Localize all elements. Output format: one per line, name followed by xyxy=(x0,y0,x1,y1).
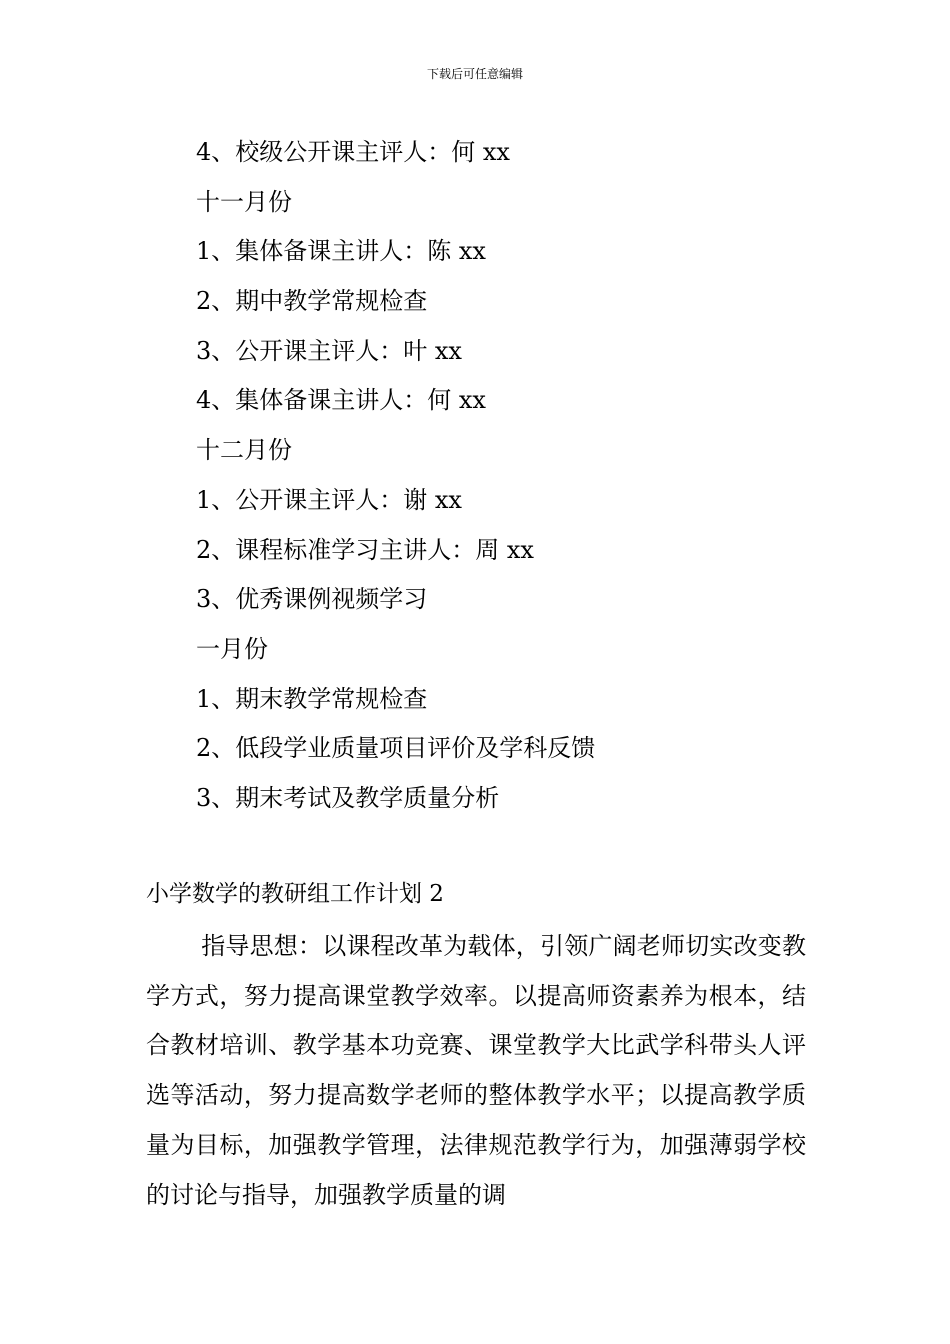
month-heading: 十一月份 xyxy=(196,187,292,216)
schedule-list xyxy=(196,128,816,824)
list-item: 4、集体备课主讲人：何 xx xyxy=(196,386,486,415)
body-paragraph: 指导思想：以课程改革为载体，引领广阔老师切实改变教学方式，努力提高课堂教学效率。以提高师资素养为根本，结合教材培训、教学基本功竞赛、课堂教学大比武学科带头人评选等活动，努力提高数学老师的整体教学水平；以提高教学质量为目标，加强教学管理，法律规范教学行为，加强薄弱学校的讨论与指导，加强教学质量的调 xyxy=(146,932,806,1209)
list-item: 2、课程标准学习主讲人：周 xx xyxy=(196,535,534,564)
list-item: 1、期末教学常规检查 xyxy=(196,684,428,713)
list-item: 3、公开课主评人：叶 xx xyxy=(196,336,462,365)
list-item: 1、集体备课主讲人：陈 xx xyxy=(196,237,486,266)
page-header: 下载后可任意编辑 xyxy=(426,67,523,81)
list-item: 2、期中教学常规检查 xyxy=(196,287,428,316)
month-heading: 十二月份 xyxy=(196,436,292,465)
list-item: 1、公开课主评人：谢 xx xyxy=(196,485,462,514)
list-item: 2、低段学业质量项目评价及学科反馈 xyxy=(196,734,596,763)
list-item: 4、校级公开课主评人：何 xx xyxy=(196,138,510,166)
section-title: 小学数学的教研组工作计划 2 xyxy=(146,881,444,907)
list-item: 3、期末考试及教学质量分析 xyxy=(196,783,500,812)
month-heading: 一月份 xyxy=(196,634,268,663)
list-item: 3、优秀课例视频学习 xyxy=(196,585,428,614)
